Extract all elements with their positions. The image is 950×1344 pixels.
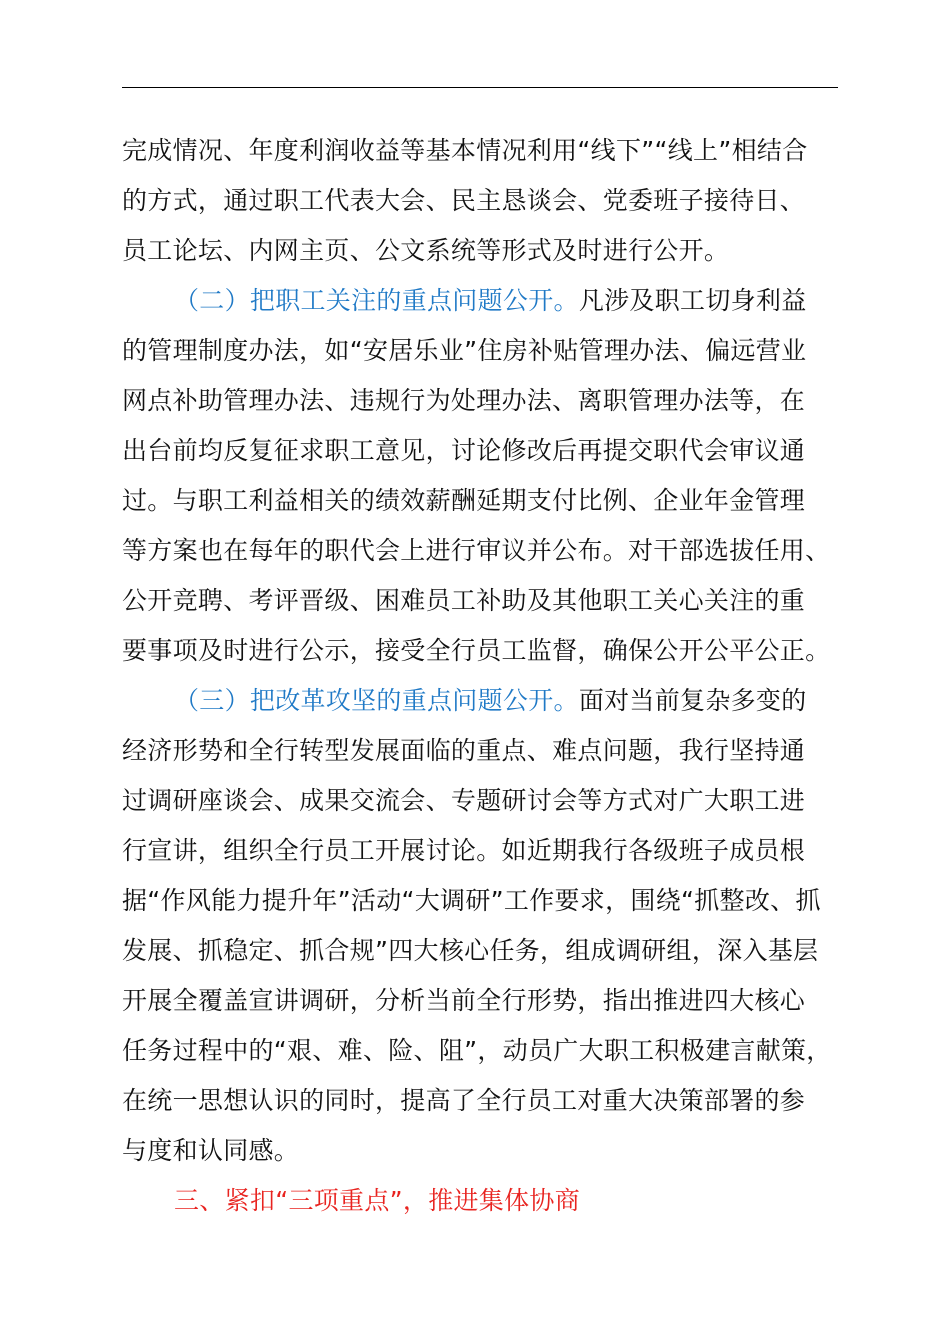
section-heading-3: （三）把改革攻坚的重点问题公开。 <box>174 686 579 715</box>
text-line: 要事项及时进行公示，接受全行员工监督，确保公开公平公正。 <box>122 636 831 665</box>
text-line: 过。与职工利益相关的绩效薪酬延期支付比例、企业年金管理 <box>122 486 806 515</box>
text-line: 行宣讲，组织全行员工开展讨论。如近期我行各级班子成员根 <box>122 836 806 865</box>
text-line: 完成情况、年度利润收益等基本情况利用“线下”“线上”相结合 <box>122 136 808 165</box>
paragraph-first-line <box>122 276 838 326</box>
part-heading-3: 三、紧扣“三项重点”，推进集体协商 <box>174 1186 581 1215</box>
text-line: 经济形势和全行转型发展面临的重点、难点问题，我行坚持通 <box>122 736 806 765</box>
text-line: 据“作风能力提升年”活动“大调研”工作要求，围绕“抓整改、抓 <box>122 886 821 915</box>
text-line: 网点补助管理办法、违规行为处理办法、离职管理办法等，在 <box>122 386 806 415</box>
text-line: 的管理制度办法，如“安居乐业”住房补贴管理办法、偏远营业 <box>122 336 807 365</box>
header-rule <box>122 87 838 88</box>
text-line: 出台前均反复征求职工意见，讨论修改后再提交职代会审议通 <box>122 436 806 465</box>
text-line: 在统一思想认识的同时，提高了全行员工对重大决策部署的参 <box>122 1086 806 1115</box>
text-line: 的方式，通过职工代表大会、民主恳谈会、党委班子接待日、 <box>122 186 806 215</box>
text-line: 等方案也在每年的职代会上进行审议并公布。对干部选拔任用、 <box>122 536 831 565</box>
text-line: 发展、抓稳定、抓合规”四大核心任务，组成调研组，深入基层 <box>122 936 819 965</box>
paragraph-first-line <box>122 676 838 726</box>
section-heading-2: （二）把职工关注的重点问题公开。 <box>174 286 579 315</box>
paragraph-text: 凡涉及职工切身利益 <box>578 286 807 315</box>
document-body <box>122 126 838 1226</box>
text-line: 与度和认同感。 <box>122 1136 300 1165</box>
text-line: 公开竞聘、考评晋级、困难员工补助及其他职工关心关注的重 <box>122 586 806 615</box>
text-line: 开展全覆盖宣讲调研，分析当前全行形势，指出推进四大核心 <box>122 986 806 1015</box>
text-line: 任务过程中的“艰、难、险、阻”，动员广大职工积极建言献策， <box>122 1036 832 1065</box>
text-line: 员工论坛、内网主页、公文系统等形式及时进行公开。 <box>122 236 730 265</box>
text-line: 过调研座谈会、成果交流会、专题研讨会等方式对广大职工进 <box>122 786 806 815</box>
paragraph-text: 面对当前复杂多变的 <box>578 686 807 715</box>
